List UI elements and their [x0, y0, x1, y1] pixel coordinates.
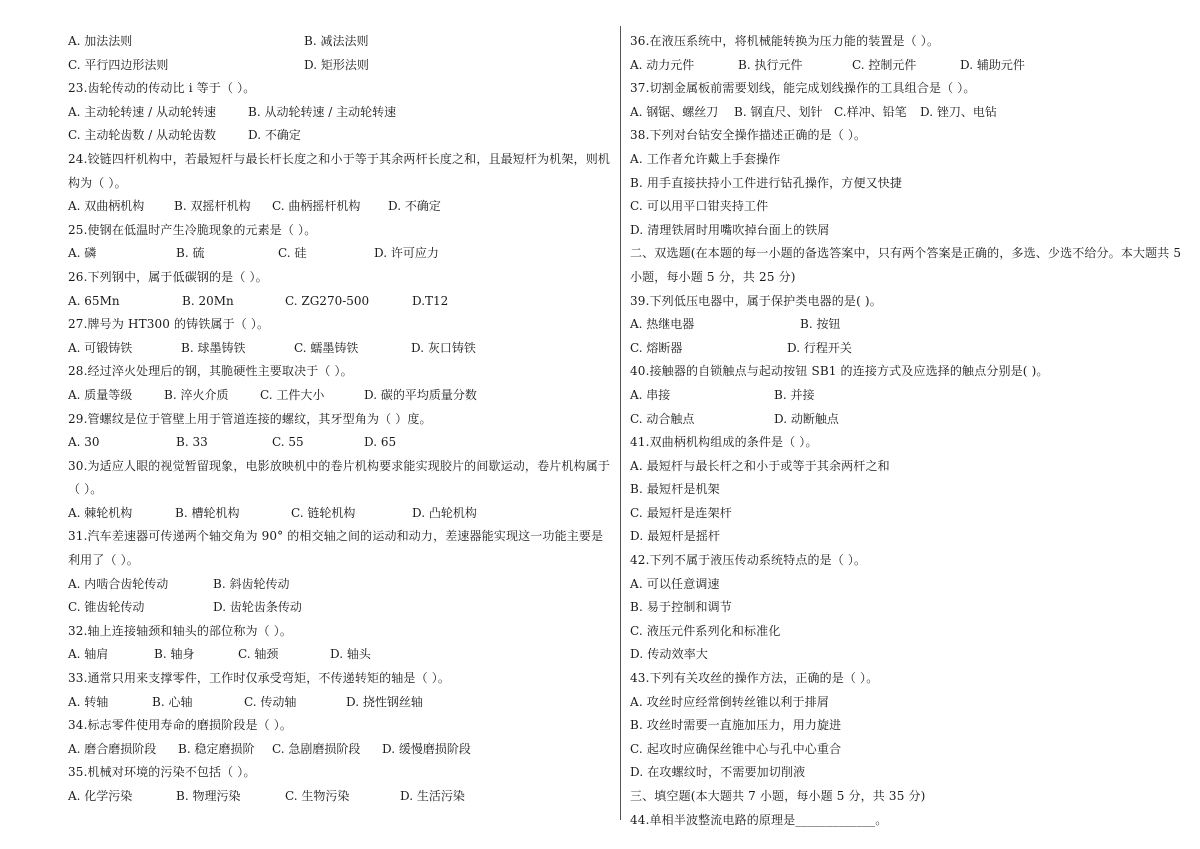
answer-option: A. 钢锯、螺丝刀: [630, 104, 719, 119]
question-line: D. 最短杆是摇杆: [630, 529, 721, 544]
answer-option: A. 65Mn: [68, 293, 120, 308]
question-line: D. 传动效率大: [630, 647, 709, 662]
answer-option: D. 动断触点: [774, 411, 839, 426]
question-line: 44.单相半波整流电路的原理是_____________。: [630, 812, 888, 827]
question-line: B. 最短杆是机架: [630, 482, 720, 497]
answer-option: A. 化学污染: [68, 789, 133, 803]
options-row: [68, 101, 613, 125]
options-row: [68, 691, 613, 715]
answer-option: B. 钢直尺、划针: [734, 104, 823, 119]
answer-option: C. 主动轮齿数 / 从动轮齿数: [68, 128, 217, 143]
question-line: 43.下列有关攻丝的操作方法，正确的是（ ）。: [630, 671, 879, 686]
question-line: 39.下列低压电器中，属于保护类电器的是( )。: [630, 293, 882, 308]
answer-option: C. ZG270-500: [285, 293, 370, 308]
answer-option: D. 不确定: [388, 199, 441, 214]
answer-option: D. 生活污染: [400, 789, 465, 803]
answer-option: C. 链轮机构: [291, 505, 356, 520]
answer-option: B. 33: [176, 435, 208, 450]
question-line: 23.齿轮传动的传动比 i 等于（ ）。: [68, 81, 256, 96]
answer-option: B. 双摇杆机构: [174, 199, 251, 214]
question-line: 三、填空题(本大题共 7 小题，每小题 5 分，共 35 分): [630, 789, 926, 803]
question-line: （ ）。: [68, 482, 103, 497]
answer-option: A. 加法法则: [68, 34, 133, 48]
options-row: [68, 242, 613, 266]
answer-option: A. 主动轮转速 / 从动轮转速: [68, 104, 216, 119]
options-row: [68, 502, 613, 526]
answer-option: C. 急剧磨损阶段: [272, 741, 361, 756]
answer-option: C. 55: [272, 435, 304, 450]
question-line: 25.使钢在低温时产生冷脆现象的元素是（ ）。: [68, 222, 317, 237]
answer-option: B. 执行元件: [738, 57, 803, 72]
options-row: [68, 573, 613, 597]
question-line: 33.通常只用来支撑零件，工作时仅承受弯矩，不传递转矩的轴是（ ）。: [68, 671, 451, 686]
answer-option: A. 串接: [630, 387, 671, 402]
answer-option: A. 轴肩: [68, 647, 109, 662]
answer-option: C. 平行四边形法则: [68, 57, 169, 72]
question-line: D. 在攻螺纹时，不需要加切削液: [630, 765, 806, 780]
answer-option: C. 硅: [278, 246, 307, 261]
answer-option: B. 物理污染: [176, 789, 241, 803]
answer-option: B. 槽轮机构: [175, 505, 240, 520]
question-line: B. 用手直接扶持小工件进行钻孔操作，方便又快捷: [630, 175, 903, 190]
answer-option: D. 锉刀、电钻: [920, 104, 997, 119]
question-line: C. 起攻时应确保丝锥中心与孔中心重合: [630, 741, 842, 756]
question-line: C. 最短杆是连架杆: [630, 505, 732, 520]
question-line: B. 易于控制和调节: [630, 600, 732, 615]
options-row: [630, 54, 1175, 78]
answer-option: C. 动合触点: [630, 411, 695, 426]
answer-option: B. 20Mn: [182, 293, 234, 308]
options-row: [68, 643, 613, 667]
answer-option: D.T12: [412, 293, 449, 308]
answer-option: C. 锥齿轮传动: [68, 600, 145, 615]
answer-option: D. 轴头: [330, 647, 371, 662]
question-line: 40.接触器的自锁触点与起动按钮 SB1 的连接方式及应选择的触点分别是( )。: [630, 364, 1049, 379]
options-row: [630, 313, 1175, 337]
answer-option: A. 内啮合齿轮传动: [68, 576, 169, 591]
question-line: 32.轴上连接轴颈和轴头的部位称为（ ）。: [68, 623, 293, 638]
answer-option: A. 双曲柄机构: [68, 199, 145, 214]
answer-option: B. 减法法则: [304, 34, 369, 48]
right-column: [630, 30, 1182, 832]
options-row: [68, 290, 613, 314]
options-row: [68, 30, 613, 54]
options-row: [630, 337, 1175, 361]
question-line: 37.切割金属板前需要划线，能完成划线操作的工具组合是（ ）。: [630, 81, 976, 96]
answer-option: A. 热继电器: [630, 317, 695, 332]
question-line: 26.下列钢中，属于低碳钢的是（ ）。: [68, 269, 268, 284]
question-line: 42.下列不属于液压传动系统特点的是（ ）。: [630, 553, 867, 568]
answer-option: D. 碳的平均质量分数: [364, 387, 477, 402]
question-line: 38.下列对台钻安全操作描述正确的是（ ）。: [630, 128, 867, 143]
question-line: 35.机械对环境的污染不包括（ ）。: [68, 765, 256, 780]
options-row: [68, 785, 613, 809]
answer-option: B. 斜齿轮传动: [213, 576, 290, 591]
question-line: 24.铰链四杆机构中，若最短杆与最长杆长度之和小于等于其余两杆长度之和，且最短杆为机架，则机: [68, 151, 610, 166]
answer-option: C. 生物污染: [285, 789, 350, 803]
answer-option: B. 稳定磨损阶: [178, 741, 255, 756]
answer-option: C. 轴颈: [238, 647, 279, 662]
answer-option: B. 淬火介质: [164, 387, 229, 402]
answer-option: C. 熔断器: [630, 340, 683, 355]
answer-option: A. 转轴: [68, 694, 109, 709]
question-line: 30.为适应人眼的视觉暂留现象，电影放映机中的卷片机构要求能实现胶片的间歇运动，卷片机构属于: [68, 458, 610, 473]
question-line: A. 攻丝时应经常倒转丝锥以利于排屑: [630, 694, 829, 709]
question-line: B. 攻丝时需要一直施加压力，用力旋进: [630, 718, 842, 733]
options-row: [630, 384, 1175, 408]
answer-option: D. 65: [364, 435, 397, 450]
answer-option: B. 心轴: [152, 694, 193, 709]
answer-option: B. 并接: [774, 387, 815, 402]
answer-option: D. 凸轮机构: [412, 505, 477, 520]
question-line: A. 工作者允许戴上手套操作: [630, 151, 781, 166]
answer-option: C. 工件大小: [260, 387, 325, 402]
question-line: 31.汽车差速器可传递两个轴交角为 90° 的相交轴之间的运动和动力，差速器能实现这一功能主要是: [68, 529, 604, 544]
question-line: 27.牌号为 HT300 的铸铁属于（ ）。: [68, 317, 270, 332]
answer-option: C.样冲、铅笔: [834, 104, 907, 119]
answer-option: D. 矩形法则: [304, 57, 369, 72]
question-line: 34.标志零件使用寿命的磨损阶段是（ ）。: [68, 718, 293, 733]
question-line: 29.管螺纹是位于管壁上用于管道连接的螺纹，其牙型角为（ ）度。: [68, 411, 432, 426]
answer-option: A. 棘轮机构: [68, 505, 133, 520]
options-row: [68, 738, 613, 762]
options-row: [68, 596, 613, 620]
question-line: A. 最短杆与最长杆之和小于或等于其余两杆之和: [630, 458, 890, 473]
options-row: [68, 124, 613, 148]
answer-option: C. 蠕墨铸铁: [294, 340, 359, 355]
answer-option: D. 辅助元件: [960, 57, 1025, 72]
options-row: [68, 337, 613, 361]
answer-option: D. 齿轮齿条传动: [213, 600, 302, 615]
question-line: 36.在液压系统中，将机械能转换为压力能的装置是（ ）。: [630, 34, 940, 48]
options-row: [68, 195, 613, 219]
answer-option: A. 30: [68, 435, 100, 450]
answer-option: D. 灰口铸铁: [411, 340, 476, 355]
question-line: 小题，每小题 5 分，共 25 分): [630, 269, 796, 284]
answer-option: A. 磷: [68, 246, 97, 261]
question-line: D. 清理铁屑时用嘴吹掉台面上的铁屑: [630, 222, 830, 237]
column-divider: [620, 26, 621, 820]
question-line: 28.经过淬火处理后的钢，其脆硬性主要取决于（ ）。: [68, 364, 353, 379]
left-column: [68, 30, 613, 809]
question-line: 41.双曲柄机构组成的条件是（ ）。: [630, 435, 818, 450]
answer-option: C. 曲柄摇杆机构: [272, 199, 361, 214]
answer-option: D. 挠性钢丝轴: [346, 694, 423, 709]
answer-option: B. 按钮: [800, 317, 841, 332]
options-row: [68, 431, 613, 455]
answer-option: C. 控制元件: [852, 57, 917, 72]
question-line: 构为（ ）。: [68, 175, 127, 190]
answer-option: B. 球墨铸铁: [181, 340, 246, 355]
options-row: [68, 54, 613, 78]
question-line: C. 可以用平口钳夹持工件: [630, 199, 769, 214]
answer-option: A. 磨合磨损阶段: [68, 741, 157, 756]
answer-option: C. 传动轴: [244, 694, 297, 709]
options-row: [630, 408, 1175, 432]
question-line: A. 可以任意调速: [630, 576, 720, 591]
answer-option: D. 行程开关: [787, 340, 852, 355]
question-line: 二、双选题(在本题的每一小题的备选答案中，只有两个答案是正确的，多选、少选不给分。本大题共 5: [630, 246, 1182, 261]
question-line: C. 液压元件系列化和标准化: [630, 623, 781, 638]
options-row: [68, 384, 613, 408]
answer-option: B. 从动轮转速 / 主动轮转速: [248, 104, 397, 119]
answer-option: B. 轴身: [154, 647, 195, 662]
answer-option: D. 许可应力: [374, 246, 439, 261]
question-line: 利用了（ ）。: [68, 553, 139, 568]
options-row: [630, 101, 1175, 125]
answer-option: A. 质量等级: [68, 387, 133, 402]
answer-option: D. 不确定: [248, 128, 301, 143]
answer-option: A. 可锻铸铁: [68, 340, 133, 355]
answer-option: A. 动力元件: [630, 57, 695, 72]
answer-option: B. 硫: [176, 246, 205, 261]
answer-option: D. 缓慢磨损阶段: [382, 741, 471, 756]
